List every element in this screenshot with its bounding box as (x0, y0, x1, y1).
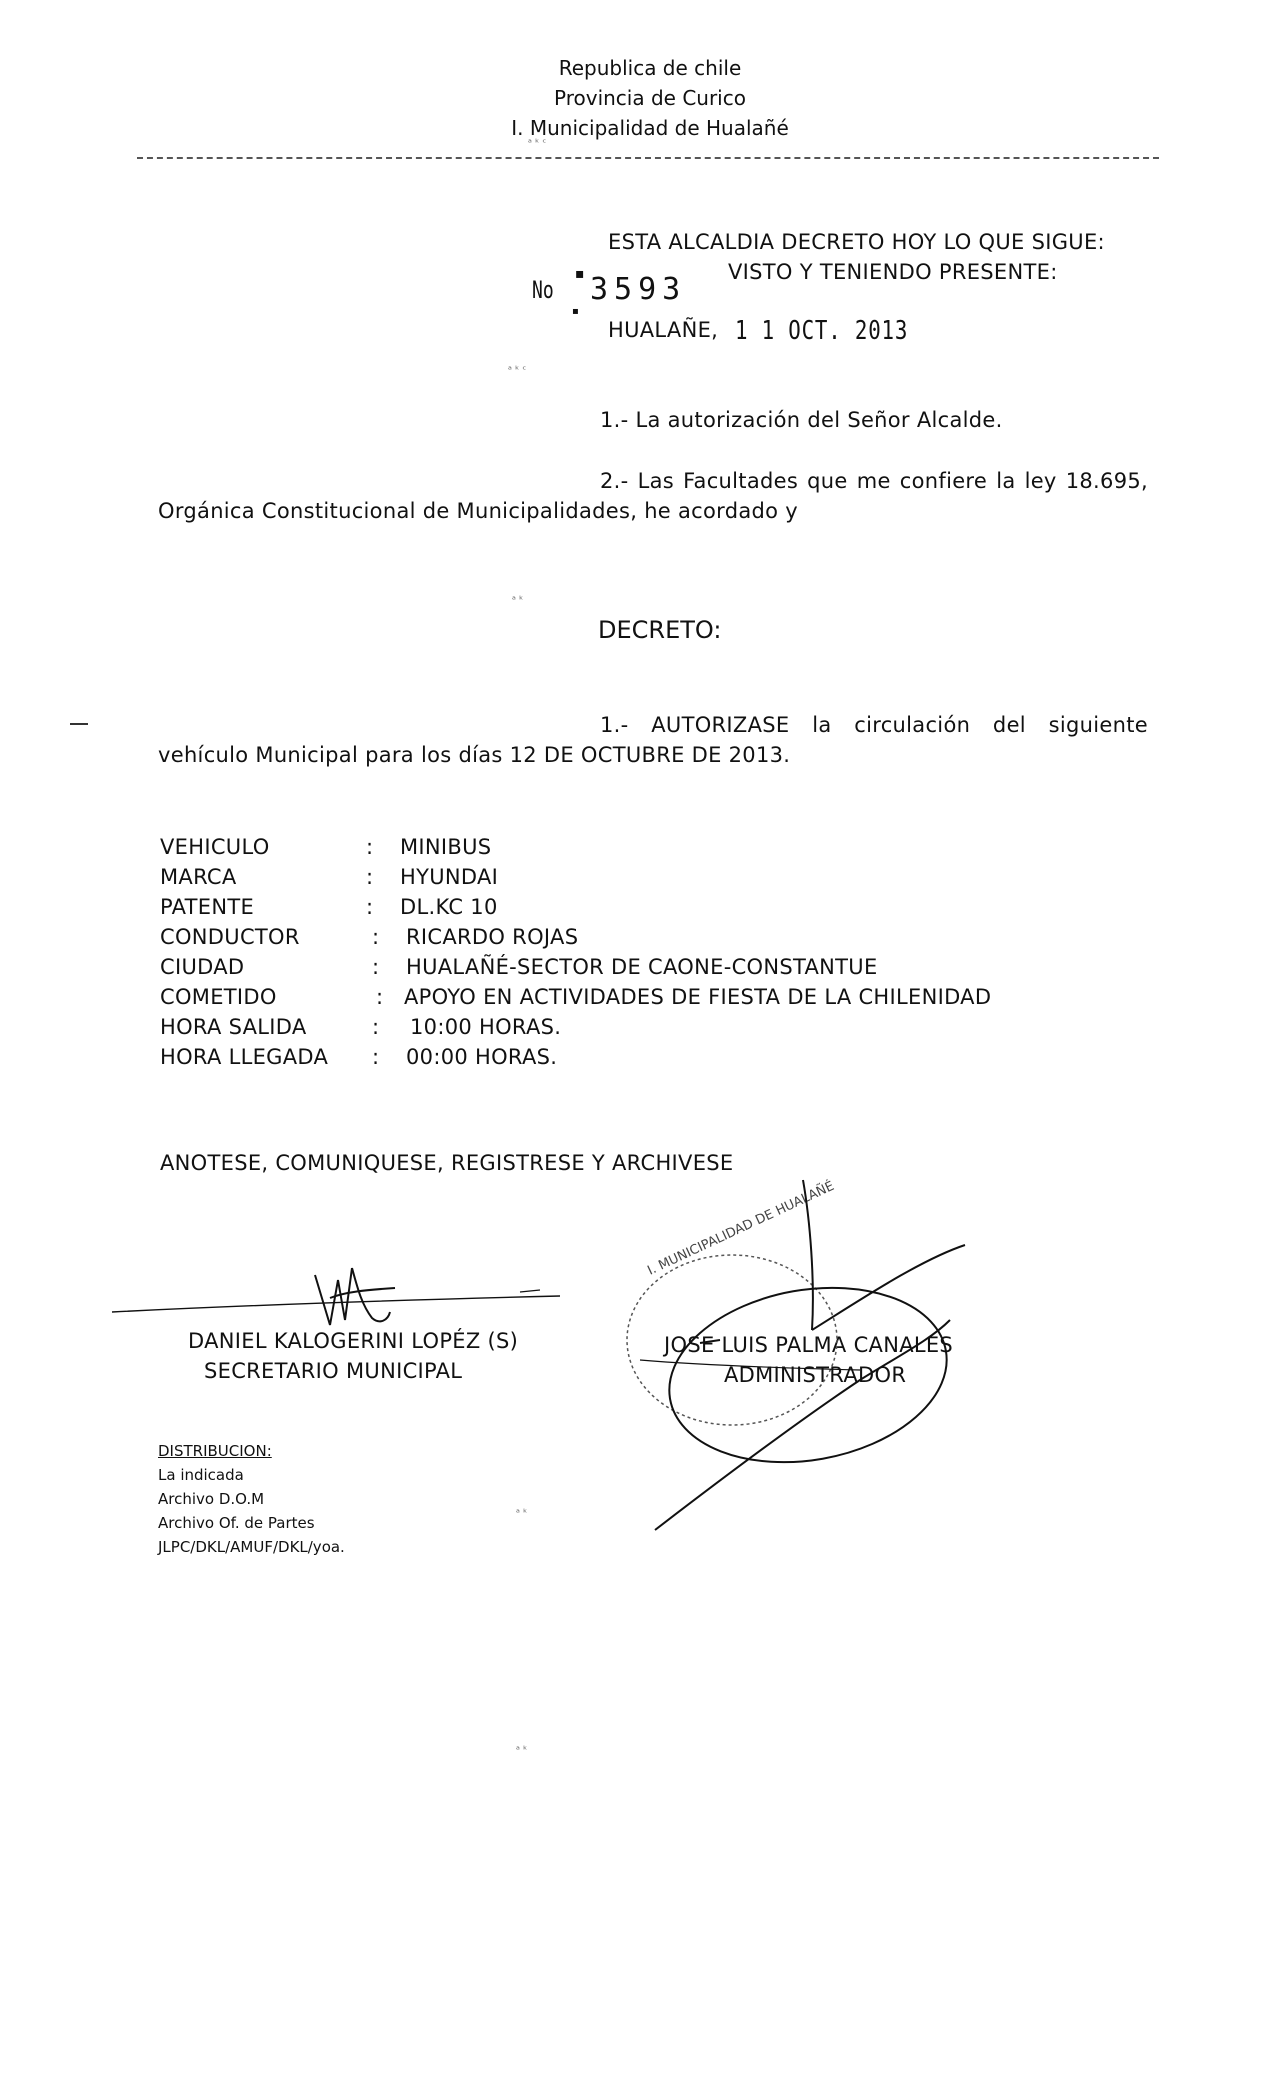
distribution-item: La indicada (158, 1466, 244, 1484)
decreto-heading: DECRETO: (598, 616, 722, 644)
scan-speck: ᵃ ᵏ (516, 1745, 528, 1756)
distribution-item: Archivo D.O.M (158, 1490, 265, 1508)
signatory-left-name: DANIEL KALOGERINI LOPÉZ (S) (188, 1329, 519, 1353)
number-dot: ▪ (572, 306, 579, 317)
vehicle-field-value: 10:00 HORAS. (410, 1015, 562, 1039)
vehicle-field-value: RICARDO ROJAS (406, 925, 579, 949)
alcaldia-line: ESTA ALCALDIA DECRETO HOY LO QUE SIGUE: (608, 230, 1105, 254)
signatory-left-title: SECRETARIO MUNICIPAL (204, 1359, 463, 1383)
distribution-item: JLPC/DKL/AMUF/DKL/yoa. (158, 1538, 345, 1556)
vehicle-field-value: APOYO EN ACTIVIDADES DE FIESTA DE LA CHILENIDAD (404, 985, 992, 1009)
decree-number: 3593 (590, 272, 687, 307)
number-mark: ▪ (575, 266, 585, 282)
place-city: HUALAÑE, (608, 318, 719, 342)
consideration-1: 1.- La autorización del Señor Alcalde. (600, 408, 1003, 432)
vehicle-field-separator: : (366, 865, 374, 889)
signatory-right-title: ADMINISTRADOR (724, 1363, 907, 1387)
vehicle-field-label: MARCA (160, 865, 237, 889)
vehicle-field-label: COMETIDO (160, 985, 277, 1009)
consideration-2: 2.- Las Facultades que me confiere la ley 18.695, Orgánica Constitucional de Municipalidades, he acordado y (158, 469, 1148, 523)
vehicle-field-label: PATENTE (160, 895, 255, 919)
scan-speck: ᵃ ᵏ (516, 1508, 528, 1519)
header-country: Republica de chile (558, 56, 742, 80)
decreto-item-1: 1.- AUTORIZASE la circulación del siguiente vehículo Municipal para los días 12 DE OCTUBRE DE 2013. (158, 713, 1148, 767)
vehicle-field-separator: : (372, 955, 380, 979)
vehicle-field-separator: : (372, 925, 380, 949)
vehicle-field-label: VEHICULO (160, 835, 270, 859)
right-signature (640, 1180, 965, 1530)
vehicle-field-separator: : (366, 895, 374, 919)
vehicle-field-separator: : (372, 1045, 380, 1069)
vehicle-field-label: HORA LLEGADA (160, 1045, 329, 1069)
signatory-right-name: JOSE LUIS PALMA CANALES (664, 1333, 954, 1357)
vehicle-field-value: HUALAÑÉ-SECTOR DE CAONE-CONSTANTUE (406, 955, 878, 979)
distribution-item: Archivo Of. de Partes (158, 1514, 315, 1532)
header-municipality: I. Municipalidad de Hualañé (511, 116, 789, 140)
vehicle-field-value: DL.KC 10 (400, 895, 498, 919)
svg-text:I. MUNICIPALIDAD DE HUALAÑÉ: I. MUNICIPALIDAD DE HUALAÑÉ (645, 1178, 837, 1279)
scan-speck: ᵃ ᵏ ᶜ (528, 138, 547, 149)
visto-line: VISTO Y TENIENDO PRESENTE: (728, 260, 1058, 284)
scan-speck: ᵃ ᵏ ᶜ (508, 365, 527, 376)
official-stamp (627, 1178, 837, 1425)
vehicle-field-label: CIUDAD (160, 955, 245, 979)
vehicle-field-value: MINIBUS (400, 835, 492, 859)
vehicle-field-label: CONDUCTOR (160, 925, 300, 949)
vehicle-field-value: HYUNDAI (400, 865, 499, 889)
vehicle-field-separator: : (366, 835, 374, 859)
vehicle-field-value: 00:00 HORAS. (406, 1045, 558, 1069)
vehicle-field-separator: : (372, 1015, 380, 1039)
vehicle-field-separator: : (376, 985, 384, 1009)
date-stamp: 1 1 OCT. 2013 (735, 316, 909, 346)
scan-speck: ᵃ ᵏ (512, 595, 524, 606)
closing-line: ANOTESE, COMUNIQUESE, REGISTRESE Y ARCHIVESE (160, 1151, 734, 1175)
header-province: Provincia de Curico (554, 86, 746, 110)
vehicle-field-label: HORA SALIDA (160, 1015, 307, 1039)
distribution-heading: DISTRIBUCION: (158, 1442, 272, 1460)
left-signature (112, 1268, 560, 1325)
decree-number-prefix: No (532, 276, 554, 304)
